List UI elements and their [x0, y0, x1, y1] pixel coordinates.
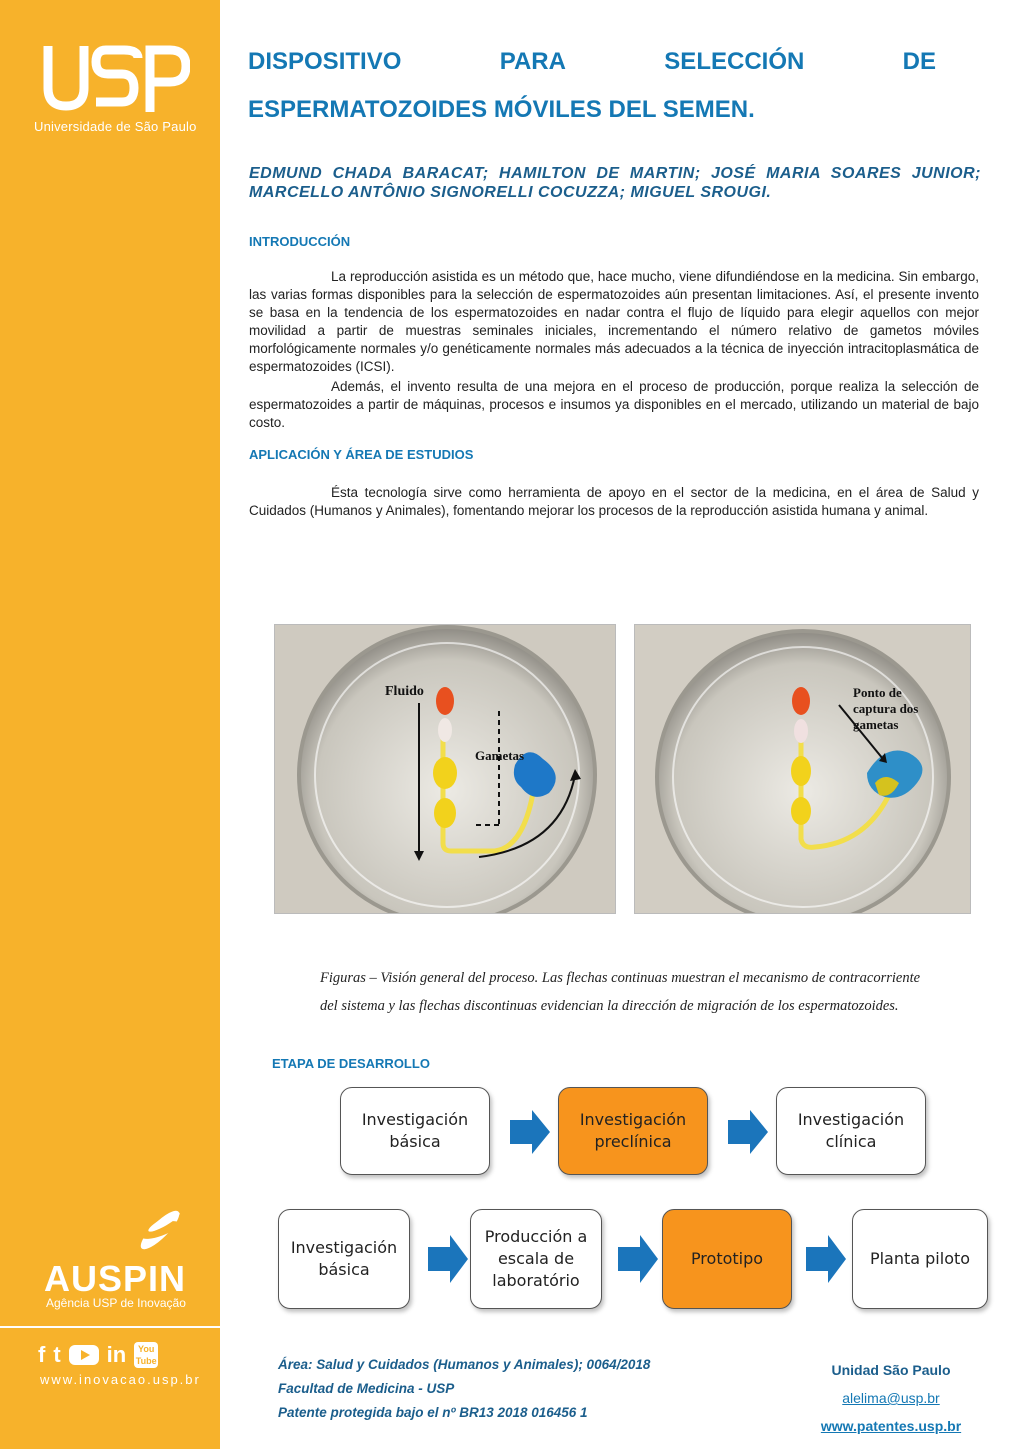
arrow-right-icon — [510, 1110, 550, 1154]
footer-unit: Unidad São Paulo — [831, 1362, 951, 1378]
intro-heading: INTRODUCCIÓN — [249, 234, 351, 249]
twitter-icon[interactable]: t — [53, 1342, 61, 1367]
application-paragraph — [249, 484, 979, 520]
application-heading: APLICACIÓN Y ÁREA DE ESTUDIOS — [249, 447, 474, 462]
figure-left-photo — [274, 624, 616, 914]
auspin-name: AUSPIN — [44, 1258, 187, 1299]
email-link[interactable]: alelima@usp.br — [842, 1390, 940, 1406]
figure-right-photo — [634, 624, 971, 914]
application-text: Ésta tecnología sirve como herramienta de apoyo en el sector de la medicina, en el área de Salud y Cuidados (Humanos y Animales), fomentando mejorar los procesos de la reproducción asistida humana y animal. — [249, 485, 979, 518]
stage-label: Investigación básica — [290, 1238, 398, 1279]
arrow-right-icon — [806, 1235, 846, 1283]
arrow-right-icon — [728, 1110, 768, 1154]
stage-lab-scale-production — [470, 1209, 602, 1309]
footer-info — [278, 1353, 650, 1425]
youtube-tube-icon[interactable]: You Tube — [135, 1344, 157, 1366]
stage-label: Producción a escala de laboratório — [484, 1227, 588, 1290]
auspin-subtitle: Agência USP de Inovação — [46, 1296, 186, 1310]
university-name: Universidade de São Paulo — [34, 119, 197, 134]
caption-line-2: del sistema y las flechas discontinuas evidencian la dirección de migración de los espermatozoides. — [320, 998, 899, 1014]
usp-logo — [40, 44, 190, 114]
caption-line-1: Figuras – Visión general del proceso. Las flechas continuas muestran el mecanismo de contracorriente — [320, 970, 921, 986]
stage-label: Investigación básica — [361, 1110, 469, 1151]
gametes-label: Gametas — [475, 748, 525, 763]
capture-label-line-1: Ponto de — [853, 685, 902, 700]
authors: EDMUND CHADA BARACAT; HAMILTON DE MARTIN; JOSÉ MARIA SOARES JUNIOR; MARCELLO ANTÔNIO SIGNORELLI COCUZZA; MIGUEL SROUGI. — [249, 165, 981, 201]
facebook-icon[interactable]: f — [38, 1342, 46, 1367]
sidebar — [0, 0, 220, 1449]
youtube-icon[interactable] — [69, 1345, 99, 1365]
stage-basic-research-2 — [278, 1209, 410, 1309]
stage-prototype — [662, 1209, 792, 1309]
stage-label: Planta piloto — [869, 1249, 971, 1268]
title-word: DE — [902, 48, 936, 75]
arrow-right-icon — [618, 1235, 658, 1283]
auspin-emblem-icon — [130, 1200, 190, 1260]
footer-faculty: Facultad de Medicina - USP — [278, 1381, 455, 1396]
title-line-2: ESPERMATOZOIDES MÓVILES DEL SEMEN. — [248, 96, 755, 123]
development-heading: ETAPA DE DESARROLLO — [272, 1056, 430, 1071]
intro-paragraph-1 — [249, 268, 979, 376]
intro-paragraph-2 — [249, 378, 979, 432]
agency-website[interactable]: www.inovacao.usp.br — [40, 1372, 201, 1387]
capture-label-line-2: captura dos — [853, 701, 919, 716]
linkedin-icon[interactable]: in — [106, 1342, 127, 1367]
stage-pilot-plant — [852, 1209, 988, 1309]
stage-label: Prototipo — [690, 1249, 764, 1268]
fluid-label: Fluido — [385, 684, 424, 699]
stage-preclinical-research — [558, 1087, 708, 1175]
sidebar-divider — [0, 1326, 220, 1328]
title-word: SELECCIÓN — [664, 48, 805, 75]
title-word: PARA — [499, 48, 566, 75]
intro-text-1: La reproducción asistida es un método que, hace mucho, viene difundiéndose en la medicina. Sin embargo, las varias formas disponibles para la selección de espermatozoides aún presentan limitaciones. Así, el presente invento se basa en la tendencia de los espermatozoides en nadar contra el flujo de líquido para elegir aquellos con mejor movilidad a partir de muestras seminales iniciales, incrementando el número relativo de gametos móviles morfológicamente normales y/o genéticamente normales más adecuados a la técnica de inyección intracitoplasmática de espermatozoides (ICSI). — [249, 269, 979, 374]
stage-label: Investigación clínica — [797, 1110, 905, 1151]
social-links — [38, 1342, 158, 1368]
stage-clinical-research — [776, 1087, 926, 1175]
capture-label-line-3: gametas — [853, 717, 899, 732]
stage-label: Investigación preclínica — [579, 1110, 687, 1151]
footer-contact — [806, 1356, 976, 1440]
footer-patent: Patente protegida bajo el nº BR13 2018 016456 1 — [278, 1405, 588, 1420]
stage-basic-research — [340, 1087, 490, 1175]
figure-caption — [320, 964, 970, 1020]
title-word: DISPOSITIVO — [248, 48, 402, 75]
document-title — [248, 38, 936, 134]
intro-text-2: Además, el invento resulta de una mejora en el proceso de producción, porque realiza la selección de espermatozoides a partir de máquinas, procesos e insumos ya disponibles en el mercado, utilizando un material de bajo costo. — [249, 379, 979, 430]
arrow-right-icon — [428, 1235, 468, 1283]
patents-website-link[interactable]: www.patentes.usp.br — [820, 1418, 962, 1434]
footer-area: Área: Salud y Cuidados (Humanos y Animales); 0064/2018 — [278, 1357, 651, 1372]
